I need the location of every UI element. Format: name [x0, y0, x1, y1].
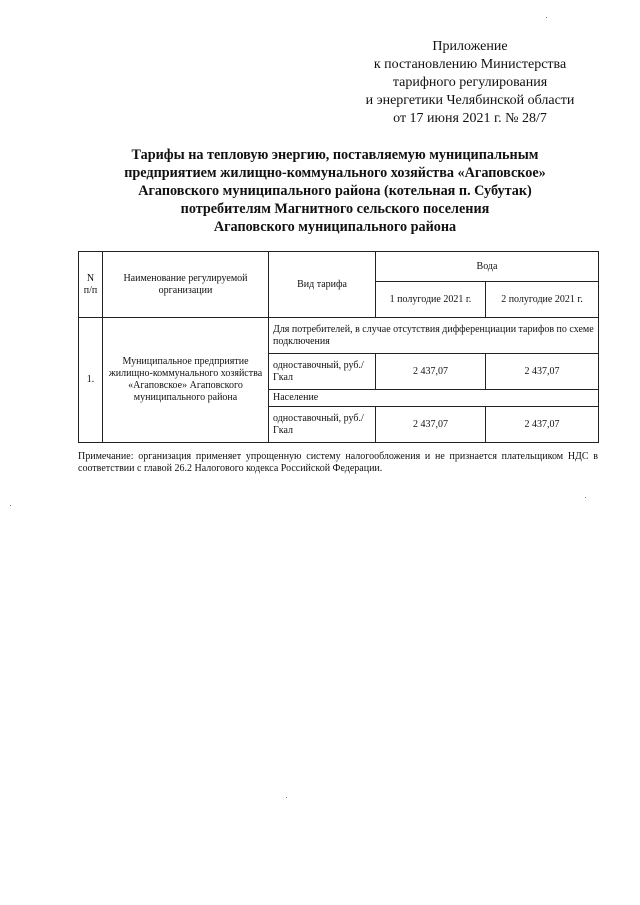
header-half-year-2: 2 полугодие 2021 г. — [486, 282, 599, 318]
tariff-type: одноставочный, руб./Гкал — [269, 354, 376, 390]
organization-name: Муниципальное предприятие жилищно-коммунального хозяйства «Агаповское» Агаповского муниципального района — [103, 318, 269, 443]
tariff-table — [78, 251, 599, 443]
appendix-line: Приложение — [432, 39, 508, 54]
appendix-line: от 17 июня 2021 г. № 28/7 — [393, 111, 547, 126]
header-tariff-type: Вид тарифа — [269, 252, 376, 318]
appendix-line: к постановлению Министерства — [373, 57, 567, 72]
scan-speck — [286, 797, 287, 798]
table-row — [79, 318, 599, 354]
scan-speck — [585, 497, 586, 498]
scan-speck — [10, 505, 11, 506]
tariff-value-h1: 2 437,07 — [376, 354, 486, 390]
title-line: Тарифы на тепловую энергию, поставляемую муниципальным — [131, 147, 539, 163]
appendix-line: тарифного регулирования — [392, 75, 548, 90]
tariff-value-h2: 2 437,07 — [486, 354, 599, 390]
table-header-row — [79, 252, 599, 282]
title-line: предприятием жилищно-коммунального хозяйства «Агаповское» — [124, 165, 546, 181]
header-water: Вода — [376, 252, 599, 282]
section-label: Для потребителей, в случае отсутствия дифференциации тарифов по схеме подключения — [269, 318, 599, 354]
header-number: N п/п — [79, 252, 103, 318]
title-line: Агаповского муниципального района (котельная п. Субутак) — [138, 183, 532, 199]
footnote: Примечание: организация применяет упрощенную систему налогообложения и не признается плательщиком НДС в соответствии с главой 26.2 Налогового кодекса Российской Федерации. — [78, 451, 598, 474]
header-organization: Наименование регулируемой организации — [103, 252, 269, 318]
row-number: 1. — [79, 318, 103, 443]
header-half-year-1: 1 полугодие 2021 г. — [376, 282, 486, 318]
document-title — [60, 146, 610, 236]
scan-speck — [546, 17, 547, 18]
title-line: потребителям Магнитного сельского поселения — [180, 201, 490, 217]
section-label: Население — [269, 390, 599, 407]
appendix-line: и энергетики Челябинской области — [365, 93, 575, 108]
title-line: Агаповского муниципального района — [213, 219, 457, 235]
tariff-value-h2: 2 437,07 — [486, 407, 599, 443]
tariff-value-h1: 2 437,07 — [376, 407, 486, 443]
appendix-block — [350, 38, 590, 128]
tariff-type: одноставочный, руб./Гкал — [269, 407, 376, 443]
